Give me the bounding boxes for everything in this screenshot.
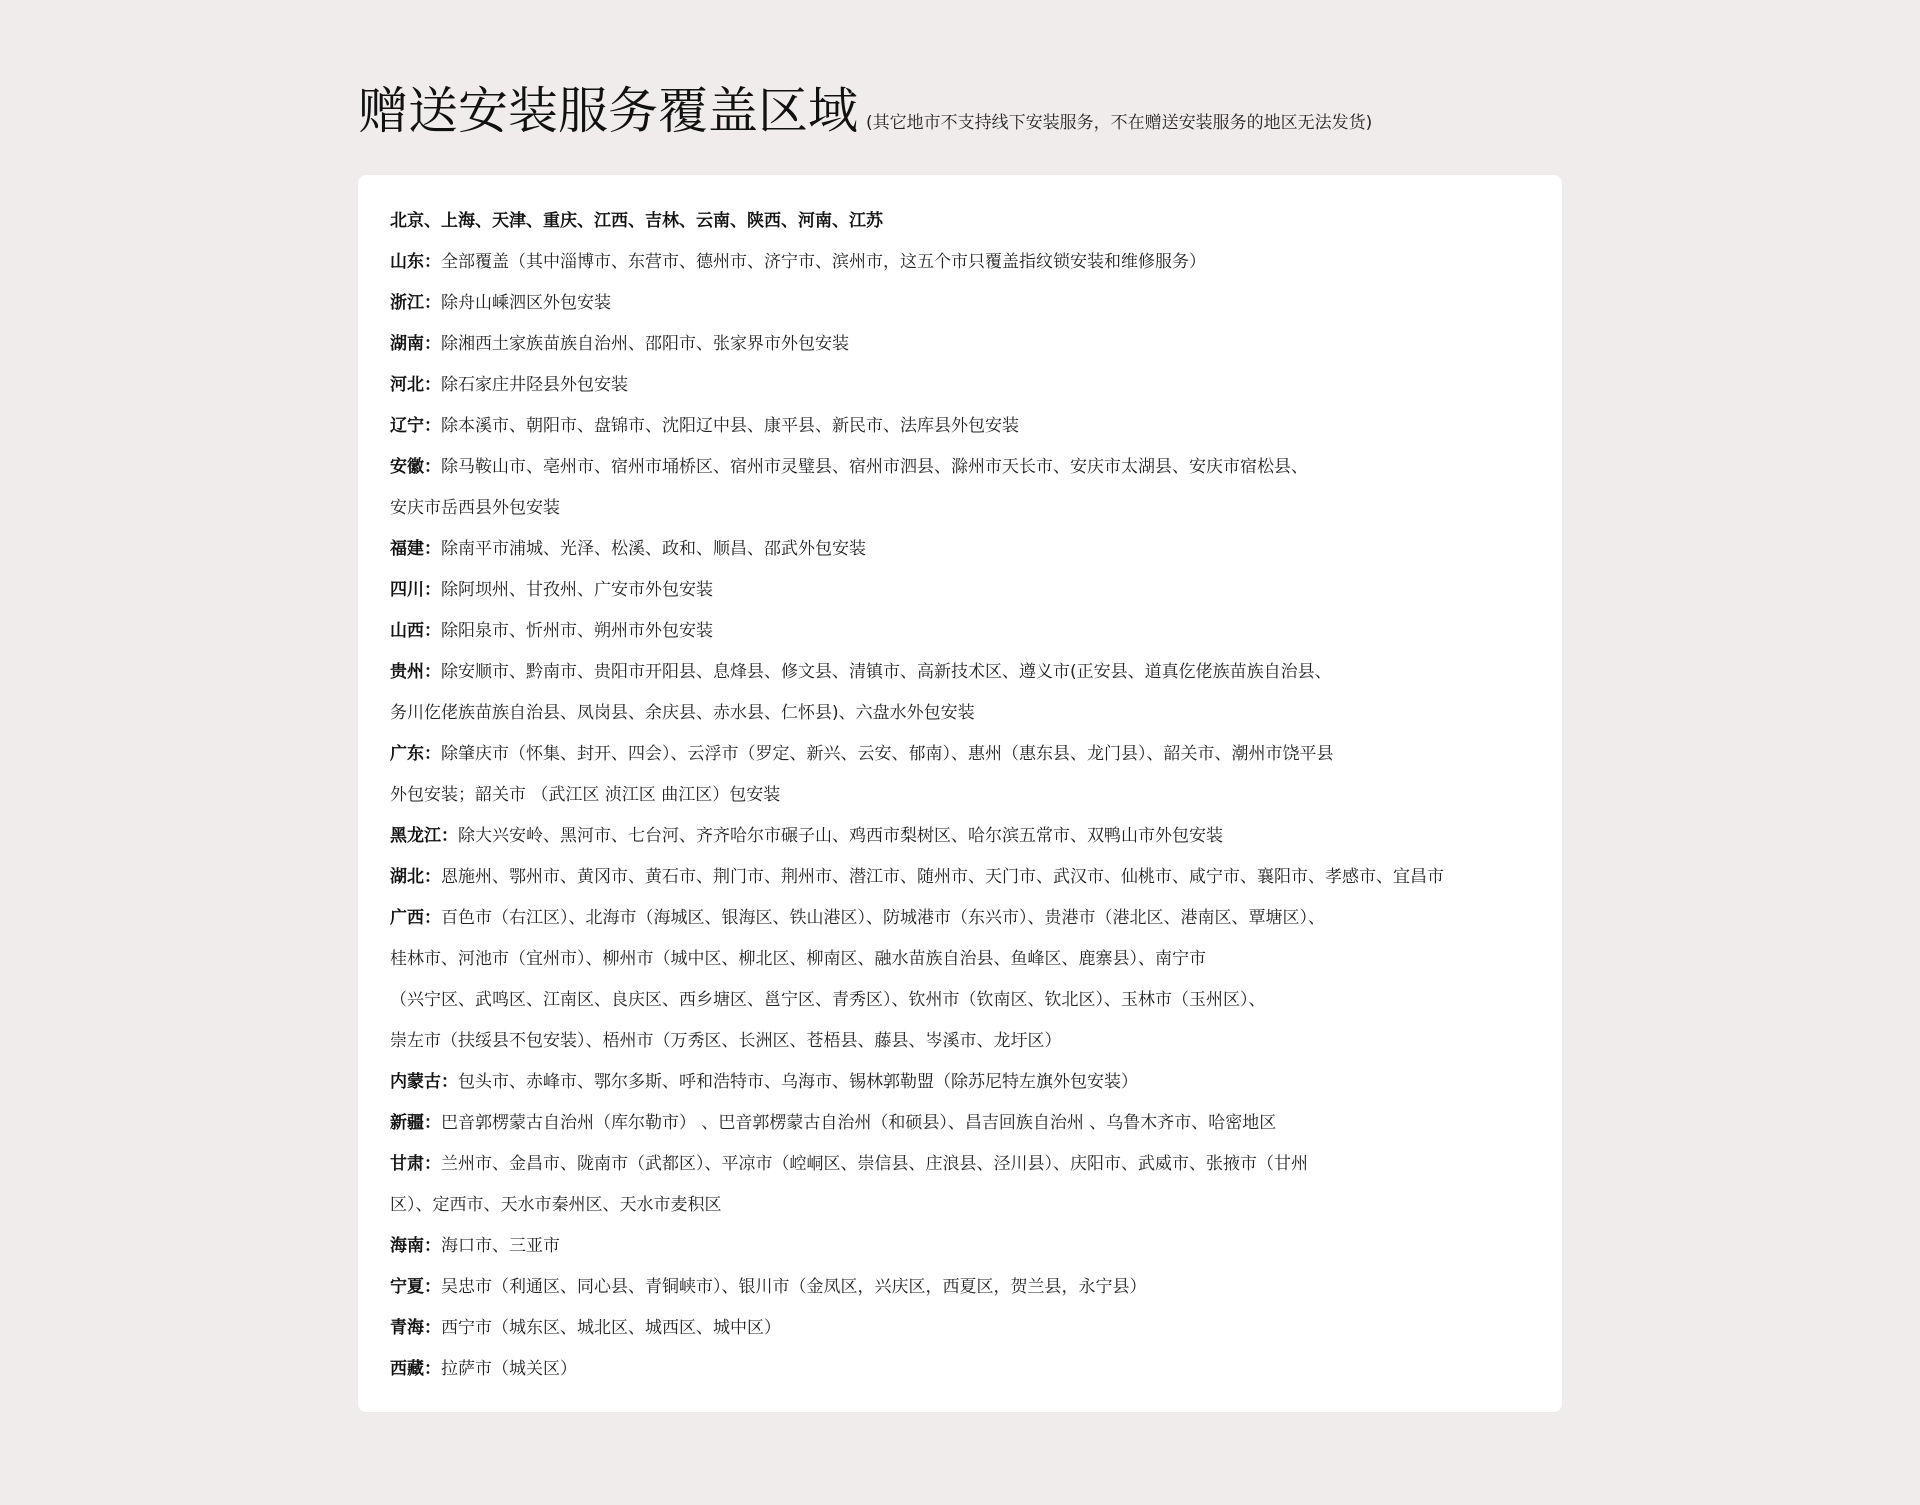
- page-header: [358, 78, 1372, 144]
- region-text: 包头市、赤峰市、鄂尔多斯、呼和浩特市、乌海市、锡林郭勒盟（除苏尼特左旗外包安装）: [458, 1072, 1138, 1092]
- region-line: [390, 611, 1532, 652]
- region-label: 四川：: [390, 580, 441, 600]
- region-line: [390, 570, 1532, 611]
- region-line: [390, 1226, 1532, 1267]
- region-text: 兰州市、金昌市、陇南市（武都区）、平凉市（崆峒区、崇信县、庄浪县、泾川县）、庆阳市、武威市、张掖市（甘州: [441, 1154, 1308, 1174]
- region-line: [390, 1185, 1532, 1226]
- region-line: [390, 447, 1532, 488]
- region-label: 北京、上海、天津、重庆、江西、吉林、云南、陕西、河南、江苏: [390, 211, 883, 231]
- region-label: 贵州：: [390, 662, 441, 682]
- region-label: 西藏：: [390, 1359, 441, 1379]
- region-text: 全部覆盖（其中淄博市、东营市、德州市、济宁市、滨州市，这五个市只覆盖指纹锁安装和维修服务）: [441, 252, 1206, 272]
- region-line: [390, 1144, 1532, 1185]
- region-text: 除大兴安岭、黑河市、七台河、齐齐哈尔市碾子山、鸡西市梨树区、哈尔滨五常市、双鸭山市外包安装: [458, 826, 1223, 846]
- region-label: 浙江：: [390, 293, 441, 313]
- region-label: 安徽：: [390, 457, 441, 477]
- region-line: [390, 980, 1532, 1021]
- region-line: [390, 324, 1532, 365]
- region-text: 巴音郭楞蒙古自治州（库尔勒市） 、巴音郭楞蒙古自治州（和硕县）、昌吉回族自治州 、乌鲁木齐市、哈密地区: [441, 1113, 1277, 1133]
- coverage-card: [358, 175, 1562, 1412]
- region-label: 湖南：: [390, 334, 441, 354]
- region-text: 区）、定西市、天水市秦州区、天水市麦积区: [390, 1195, 722, 1215]
- region-line: [390, 1103, 1532, 1144]
- region-label: 甘肃：: [390, 1154, 441, 1174]
- region-line: [390, 201, 1532, 242]
- region-line: [390, 529, 1532, 570]
- region-text: 除阿坝州、甘孜州、广安市外包安装: [441, 580, 713, 600]
- region-text: 崇左市（扶绥县不包安装）、梧州市（万秀区、长洲区、苍梧县、藤县、岑溪市、龙圩区）: [390, 1031, 1062, 1051]
- region-line: [390, 1308, 1532, 1349]
- region-label: 山东：: [390, 252, 441, 272]
- region-line: [390, 652, 1532, 693]
- region-text: （兴宁区、武鸣区、江南区、良庆区、西乡塘区、邕宁区、青秀区）、钦州市（钦南区、钦北区）、玉林市（玉州区）、: [390, 990, 1266, 1010]
- region-line: [390, 406, 1532, 447]
- region-line: [390, 1349, 1532, 1390]
- region-label: 湖北：: [390, 867, 441, 887]
- region-label: 海南：: [390, 1236, 441, 1256]
- region-line: [390, 775, 1532, 816]
- region-text: 百色市（右江区）、北海市（海城区、银海区、铁山港区）、防城港市（东兴市）、贵港市（港北区、港南区、覃塘区）、: [441, 908, 1325, 928]
- region-line: [390, 693, 1532, 734]
- region-line: [390, 898, 1532, 939]
- page-title: 赠送安装服务覆盖区域: [358, 82, 858, 140]
- region-text: 除石家庄井陉县外包安装: [441, 375, 628, 395]
- region-line: [390, 734, 1532, 775]
- region-text: 除马鞍山市、亳州市、宿州市埇桥区、宿州市灵璧县、宿州市泗县、滁州市天长市、安庆市太湖县、安庆市宿松县、: [441, 457, 1308, 477]
- region-text: 除本溪市、朝阳市、盘锦市、沈阳辽中县、康平县、新民市、法库县外包安装: [441, 416, 1019, 436]
- region-text: 外包安装；韶关市 （武江区 浈江区 曲江区）包安装: [390, 785, 781, 805]
- region-line: [390, 939, 1532, 980]
- region-text: 除南平市浦城、光泽、松溪、政和、顺昌、邵武外包安装: [441, 539, 866, 559]
- region-text: 除阳泉市、忻州市、朔州市外包安装: [441, 621, 713, 641]
- region-text: 西宁市（城东区、城北区、城西区、城中区）: [441, 1318, 781, 1338]
- region-label: 广西：: [390, 908, 441, 928]
- region-text: 吴忠市（利通区、同心县、青铜峡市）、银川市（金凤区，兴庆区，西夏区，贺兰县，永宁县）: [441, 1277, 1147, 1297]
- region-line: [390, 488, 1532, 529]
- region-line: [390, 1021, 1532, 1062]
- region-text: 务川仡佬族苗族自治县、凤岗县、余庆县、赤水县、仁怀县)、六盘水外包安装: [390, 703, 975, 723]
- region-line: [390, 1267, 1532, 1308]
- region-text: 海口市、三亚市: [441, 1236, 560, 1256]
- region-text: 安庆市岳西县外包安装: [390, 498, 560, 518]
- region-label: 广东：: [390, 744, 441, 764]
- page-subtitle: (其它地市不支持线下安装服务，不在赠送安装服务的地区无法发货): [866, 113, 1373, 133]
- region-label: 辽宁：: [390, 416, 441, 436]
- region-label: 新疆：: [390, 1113, 441, 1133]
- region-text: 桂林市、河池市（宜州市）、柳州市（城中区、柳北区、柳南区、融水苗族自治县、鱼峰区、鹿寨县）、南宁市: [390, 949, 1206, 969]
- region-label: 福建：: [390, 539, 441, 559]
- region-label: 山西：: [390, 621, 441, 641]
- region-text: 除肇庆市（怀集、封开、四会）、云浮市（罗定、新兴、云安、郁南）、惠州（惠东县、龙门县）、韶关市、潮州市饶平县: [441, 744, 1334, 764]
- region-label: 青海：: [390, 1318, 441, 1338]
- region-line: [390, 283, 1532, 324]
- region-line: [390, 1062, 1532, 1103]
- region-label: 黑龙江：: [390, 826, 458, 846]
- region-text: 除湘西土家族苗族自治州、邵阳市、张家界市外包安装: [441, 334, 849, 354]
- region-label: 内蒙古：: [390, 1072, 458, 1092]
- region-line: [390, 242, 1532, 283]
- region-text: 恩施州、鄂州市、黄冈市、黄石市、荆门市、荆州市、潜江市、随州市、天门市、武汉市、仙桃市、咸宁市、襄阳市、孝感市、宜昌市: [441, 867, 1444, 887]
- region-text: 除舟山嵊泗区外包安装: [441, 293, 611, 313]
- region-line: [390, 365, 1532, 406]
- region-text: 拉萨市（城关区）: [441, 1359, 577, 1379]
- region-label: 宁夏：: [390, 1277, 441, 1297]
- region-line: [390, 816, 1532, 857]
- region-text: 除安顺市、黔南市、贵阳市开阳县、息烽县、修文县、清镇市、高新技术区、遵义市(正安县、道真仡佬族苗族自治县、: [441, 662, 1332, 682]
- region-label: 河北：: [390, 375, 441, 395]
- region-line: [390, 857, 1532, 898]
